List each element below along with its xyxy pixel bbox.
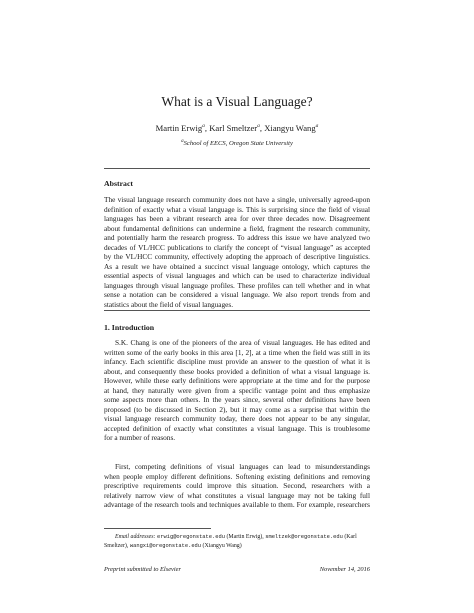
body-line: First, competing definitions of visual languages can lead to misunderstandings [115,462,370,471]
abstract-line: decades of VL/HCC publications to clarify the concept of “visual language” as accepted [104,242,370,252]
abstract-line: statistics about the field of visual languages. [104,299,234,309]
abstract-body [104,195,370,309]
abstract-line: and potentially harm the research progress. To address this issue we have analyzed two [104,233,370,242]
author-affiliation-mark: a [202,123,205,129]
paper-title: What is a Visual Language? [161,94,313,109]
body-line: for a number of reasons. [104,433,176,442]
abstract-bottom-rule [104,310,370,311]
body-line: S.K. Chang is one of the pioneers of the area of visual languages. He has edited and [115,338,370,347]
preprint-note: Preprint submitted to Elsevier [104,566,181,573]
affiliation-mark: a [181,139,184,144]
preprint-date: November 14, 2016 [319,566,370,573]
affiliation [0,137,474,148]
abstract-line: essential aspects of visual languages and which can be used to characterize individual [104,271,370,280]
author-list: Martin Erwig$^a$, Karl Smeltzer$^a$, Xiangyu Wang$^a$ [155,122,319,133]
email-owner-prefix: Smeltzer), [104,542,129,549]
body-line: infancy. Each scientific discipline must provide an answer to the question of what it is [104,357,370,366]
footnote-line [104,533,370,542]
author-affiliation-mark: a [257,123,260,129]
email-address[interactable]: smeltzek@oregonstate.edu [265,534,343,540]
email-owner: (Karl [344,534,357,540]
author-name: Martin Erwig [155,122,203,133]
body-line: advantage of the research tools and techniques available to them. For example, researchers [104,500,370,509]
body-line: proposed (to be discussed in Section 2), but it may come as a surprise that within the [104,404,370,414]
author-name: Karl Smeltzer [209,122,258,133]
abstract-line: sense a notation can be considered a visual language. We also report trends from and [104,290,370,299]
email-address[interactable]: wangxi@oregonstate.edu [129,542,202,549]
abstract-line: As a result we have obtained a succinct visual language ontology, which captures the [104,261,370,271]
abstract-line: by the VL/HCC community, effectively adopting the approach of descriptive linguistics. [104,252,370,261]
footnote-email-addresses [104,533,370,550]
body-line: relatively narrow view of what constitutes a visual language may not be taking full [104,490,370,500]
abstract-line: languages has been a vibrant research area for over three decades now. Disagreement [104,214,370,223]
body-line: when people employ different definitions. Softening existing definitions and removing [104,471,370,481]
email-address[interactable]: erwig@oregonstate.edu [157,534,225,540]
author-affiliation-mark: a [315,123,319,129]
abstract-line: The visual language research community does not have a single, universally agreed-upon [104,195,370,204]
body-line: prescriptive requirements could improve this situation. Second, researchers with a [104,481,370,490]
body-line: about, and consequently these books provided a definition of what a visual language is. [104,366,370,376]
introduction-paragraph-1 [104,338,370,443]
abstract-top-rule [104,168,370,169]
abstract-line: about fundamental definitions can undermine a field, fragment the research community, [104,223,370,233]
body-line: written some of the early books in this area [1, 2], at a time when the field was still in its [104,347,370,357]
email-owner: (Xiangyu Wang) [202,542,242,549]
abstract-line: languages through visual language profiles. These profiles can tell whether and in what [104,280,370,290]
body-line: accepted definition of exactly what constitutes a visual language. This is troublesome [104,423,370,433]
body-line: visual language research community today, there does not appear to be any singular, [104,414,370,423]
footnote-rule [104,528,211,529]
affiliation-text: School of EECS, Oregon State University [183,140,293,148]
footnote-line [104,542,370,551]
body-line: at hand, they naturally were given from a specific vantage point and thus emphasize [104,385,370,395]
body-line: However, while these early definitions were appropriate at the time and for the purpose [104,376,370,385]
body-line: some aspects more than others. In the years since, several other definitions have been [104,395,370,404]
abstract-line: definition of exactly what a visual language is. This is surprising since the field of visual [104,204,370,214]
email-owner: (Martin Erwig), [226,534,264,540]
footnote-label: Email addresses: [115,534,156,540]
author-name: Xiangyu Wang [264,122,316,133]
section-heading-introduction: 1. Introduction [104,323,155,332]
abstract-heading: Abstract [104,179,134,188]
introduction-paragraph-2 [104,462,370,510]
